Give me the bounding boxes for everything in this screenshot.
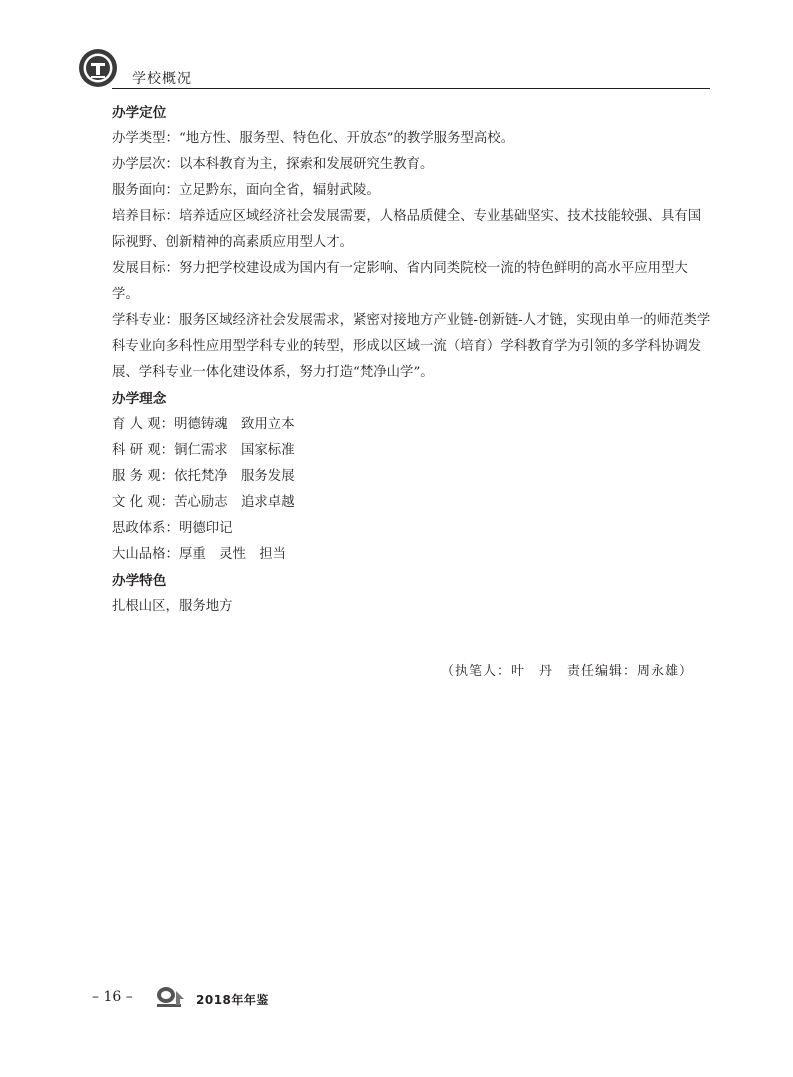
section-heading-positioning: 办学定位	[112, 105, 167, 121]
paragraph: 学科专业：服务区域经济社会发展需求，紧密对接地方产业链-创新链-人才链，实现由单一的师范类学科专业向多科性应用型学科专业的转型，形成以区域一流（培育）学科教育学为引领的多学科协调发展、学科专业一体化建设体系，努力打造“梵净山学”。	[112, 313, 711, 380]
paragraph: 办学类型：“地方性、服务型、特色化、开放态”的教学服务型高校。	[112, 131, 515, 146]
page-content	[112, 100, 712, 620]
byline: （执笔人：叶 丹 责任编辑：周永雄）	[440, 664, 693, 679]
characteristic-item: 扎根山区，服务地方	[112, 599, 233, 614]
philosophy-item: 科 研 观：铜仁需求 国家标准	[112, 443, 295, 458]
section-heading-characteristics: 办学特色	[112, 573, 167, 589]
header-title: 学校概况	[132, 71, 192, 87]
philosophy-item: 服 务 观：依托梵净 服务发展	[112, 469, 295, 484]
page-header	[78, 48, 710, 94]
university-seal-icon	[78, 48, 118, 88]
yearbook-title: 2018年年鉴	[196, 993, 269, 1007]
page-number: – 16 –	[92, 989, 133, 1005]
paragraph: 培养目标：培养适应区域经济社会发展需要，人格品质健全、专业基础坚实、技术技能较强、具有国际视野、创新精神的高素质应用型人才。	[112, 209, 702, 250]
philosophy-item: 大山品格：厚重 灵性 担当	[112, 547, 287, 562]
header-rule	[112, 88, 710, 89]
paragraph: 发展目标：努力把学校建设成为国内有一定影响、省内同类院校一流的特色鲜明的高水平应用型大学。	[112, 261, 688, 302]
philosophy-item: 文 化 观：苦心励志 追求卓越	[112, 495, 295, 510]
paragraph: 服务面向：立足黔东，面向全省，辐射武陵。	[112, 183, 380, 198]
page-footer	[92, 985, 392, 1015]
section-heading-philosophy: 办学理念	[112, 391, 167, 407]
paragraph: 办学层次：以本科教育为主，探索和发展研究生教育。	[112, 157, 434, 172]
yearbook-emblem-icon	[154, 985, 188, 1011]
philosophy-item: 育 人 观：明德铸魂 致用立本	[112, 417, 295, 432]
philosophy-item: 思政体系：明德印记	[112, 521, 233, 536]
